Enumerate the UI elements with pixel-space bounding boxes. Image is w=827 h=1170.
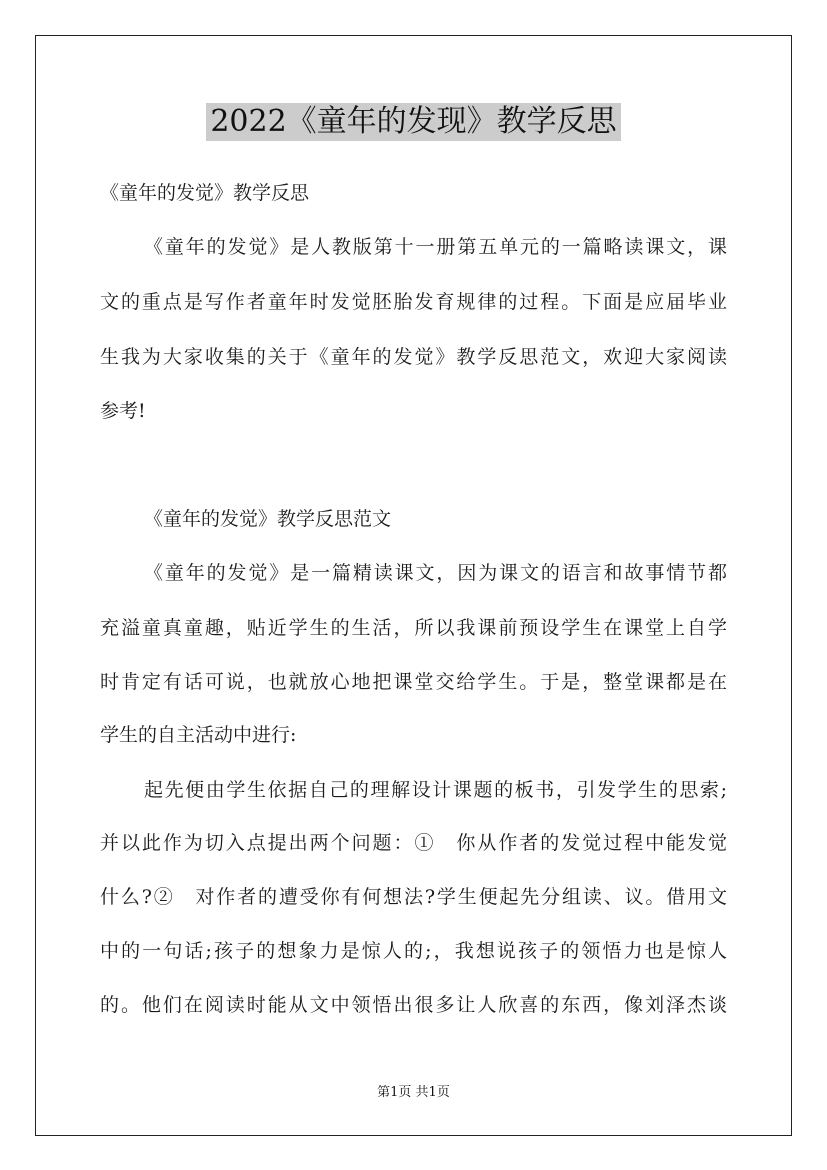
- body-line: 时肯定有话可说，也就放心地把课堂交给学生。于是，整堂课都是在: [100, 671, 727, 693]
- body-line: 的。他们在阅读时能从文中领悟出很多让人欣喜的东西，像刘泽杰谈: [100, 994, 727, 1016]
- document-title: 2022《童年的发现》教学反思: [206, 103, 620, 141]
- body-line: 中的一句话;孩子的想象力是惊人的;，我想说孩子的领悟力也是惊人: [100, 940, 727, 962]
- body-line: 《童年的发觉》是人教版第十一册第五单元的一篇略读课文，课: [144, 236, 727, 258]
- body-line: 学生的自主活动中进行:: [100, 724, 297, 746]
- body-line: 并以此作为切入点提出两个问题：① 你从作者的发觉过程中能发觉: [100, 832, 727, 854]
- section-heading: 《童年的发觉》教学反思范文: [144, 508, 392, 530]
- title-row: [35, 103, 792, 141]
- document-heading: 《童年的发觉》教学反思: [100, 182, 310, 204]
- body-line: 充溢童真童趣，贴近学生的生活，所以我课前预设学生在课堂上自学: [100, 617, 727, 639]
- body-line: 什么?② 对作者的遭受你有何想法?学生便起先分组读、议。借用文: [100, 886, 727, 908]
- body-line: 参考!: [100, 400, 146, 422]
- page-footer: 第1页 共1页: [377, 1085, 450, 1100]
- body-line: 《童年的发觉》是一篇精读课文，因为课文的语言和故事情节都: [144, 562, 727, 584]
- body-line: 文的重点是写作者童年时发觉胚胎发育规律的过程。下面是应届毕业: [100, 291, 727, 313]
- body-line: 生我为大家收集的关于《童年的发觉》教学反思范文，欢迎大家阅读: [100, 346, 727, 368]
- body-line: 起先便由学生依据自己的理解设计课题的板书，引发学生的思索;: [144, 779, 727, 801]
